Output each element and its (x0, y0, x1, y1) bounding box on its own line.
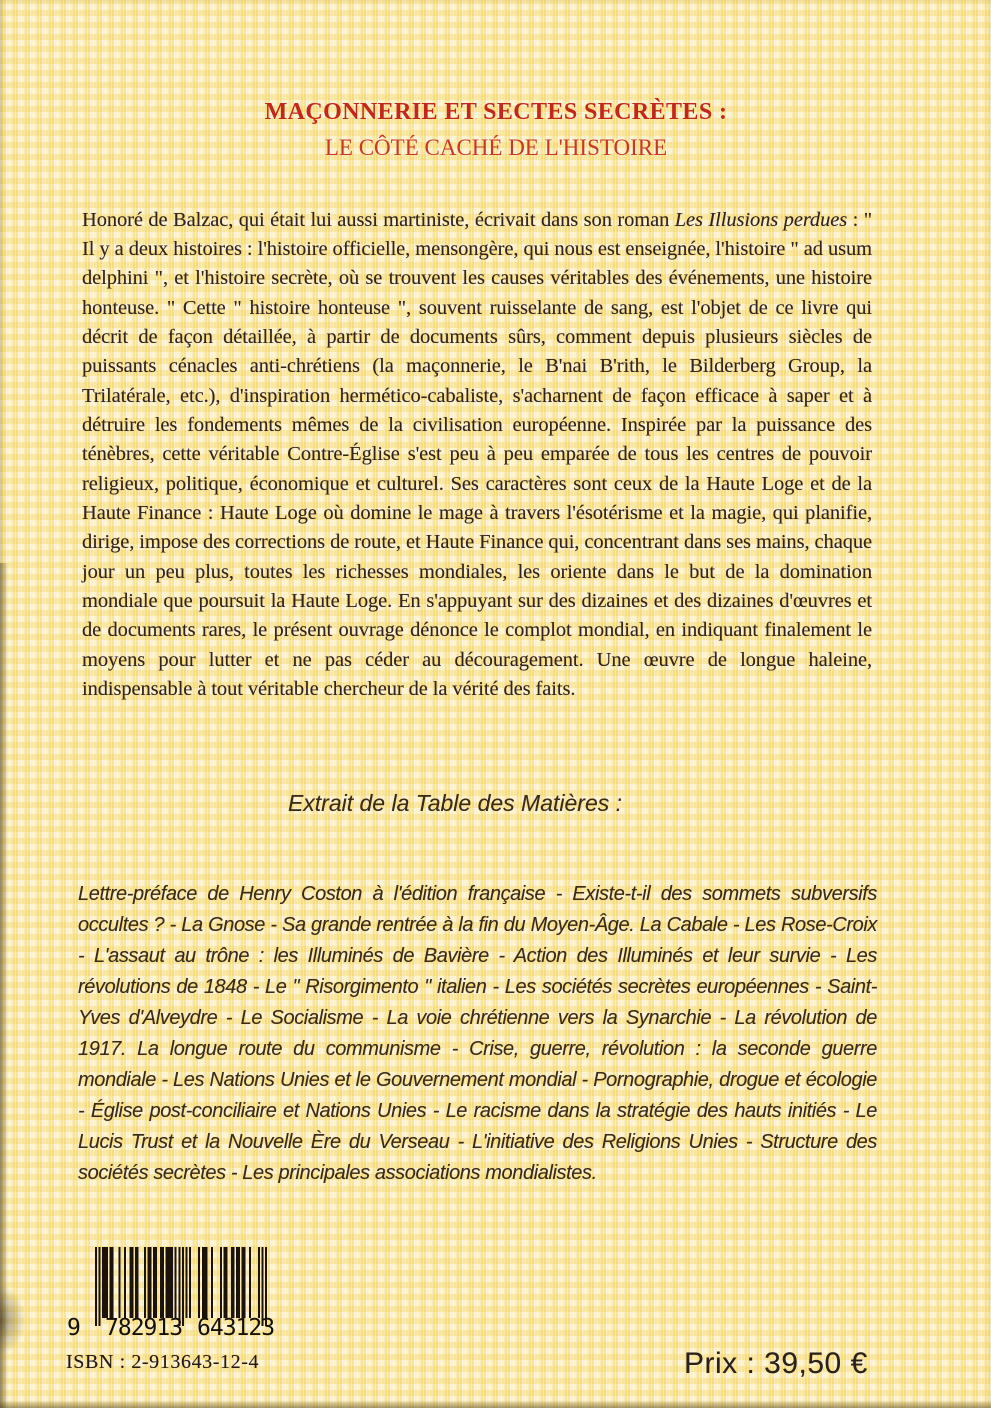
novel-title-italic: Les Illusions perdues (674, 208, 848, 231)
toc-paragraph: Lettre-préface de Henry Coston à l'édition française - Existe-t-il des sommets subversifs occultes ? - La Gnose - Sa grande rentrée à la fin du Moyen-Âge. La Cabale - Les Rose-Croix - L'assaut au trône : les Illuminés de Bavière - Action des Illuminés et leur survie - Les révolutions de 1848 - Le " Risorgimento " italien - Les sociétés secrètes européennes - Saint-Yves d'Alveydre - Le Socialisme - La voie chrétienne vers la Synarchie - La révolution de 1917. La longue route du communisme - Crise, guerre, révolution : la seconde guerre mondiale - Les Nations Unies et le Gouvernement mondial - Pornographie, drogue et écologie - Église post-conciliaire et Nations Unies - Le racisme dans la stratégie des hauts initiés - Le Lucis Trust et la Nouvelle Ère du Verseau - L'initiative des Religions Unies - Structure des sociétés secrètes - Les principales associations mondialistes. (78, 883, 877, 1184)
barcode-left-group: 782913 (105, 1315, 183, 1341)
scan-edge-shadow-bottom (0, 1400, 991, 1408)
barcode-right-group: 643123 (197, 1315, 275, 1341)
isbn-label: ISBN : 2-913643-12-4 (66, 1351, 260, 1373)
synopsis-rest: : " Il y a deux histoires : l'histoire officielle, mensongère, qui nous est enseignée, l'histoire " ad usum delphini ", et l'histoire secrète, où se trouvent les causes véritables des événements, une histoire honteuse. " Cette " histoire honteuse ", souvent ruisselante de sang, est l'objet de ce livre qui décrit de façon détaillée, à partir de documents sûrs, comment depuis plusieurs siècles de puissants cénacles anti-chrétiens (la maçonnerie, le B'nai B'rith, le Bilderberg Group, la Trilatérale, etc.), d'inspiration hermético-cabaliste, s'acharnent de façon efficace à saper et à détruire les fondements mêmes de la civilisation européenne. Inspirée par la puissance des ténèbres, cette véritable Contre-Église s'est peu à peu emparée de tous les centres de pouvoir religieux, politique, économique et culturel. Ses caractères sont ceux de la Haute Loge et de la Haute Finance : Haute Loge où domine le mage à travers l'ésotérisme et la magie, qui planifie, dirige, impose des corrections de route, et Haute Finance qui, concentrant dans ses mains, chaque jour un peu plus, toutes les richesses mondiales, les oriente dans le but de la domination mondiale que poursuit la Haute Loge. En s'appuyant sur des dizaines et des dizaines d'œuvres et de documents rares, le présent ouvrage dénonce le complot mondial, en indiquant finalement le moyens pour lutter et ne pas céder au découragement. Une œuvre de longue haleine, indispensable à tout véritable chercheur de la vérité des faits. (82, 208, 872, 700)
synopsis-paragraph (82, 206, 872, 705)
price-label: Prix : 39,50 € (684, 1347, 868, 1380)
barcode-digits (67, 1315, 307, 1343)
toc-heading: Extrait de la Table des Matières : (287, 790, 623, 816)
synopsis-lead: Honoré de Balzac, qui était lui aussi martiniste, écrivait dans son roman (82, 208, 675, 231)
barcode-first-digit: 9 (67, 1315, 80, 1341)
book-subtitle: LE CÔTÉ CACHÉ DE L'HISTOIRE (324, 135, 668, 161)
ean-barcode (67, 1247, 307, 1343)
book-title-block (85, 99, 907, 161)
scan-edge-shadow-left-top (0, 0, 5, 563)
book-title: MAÇONNERIE ET SECTES SECRÈTES : (264, 99, 728, 125)
scan-corner-blotch (0, 1285, 26, 1355)
scan-edge-shadow-left (0, 563, 8, 1408)
